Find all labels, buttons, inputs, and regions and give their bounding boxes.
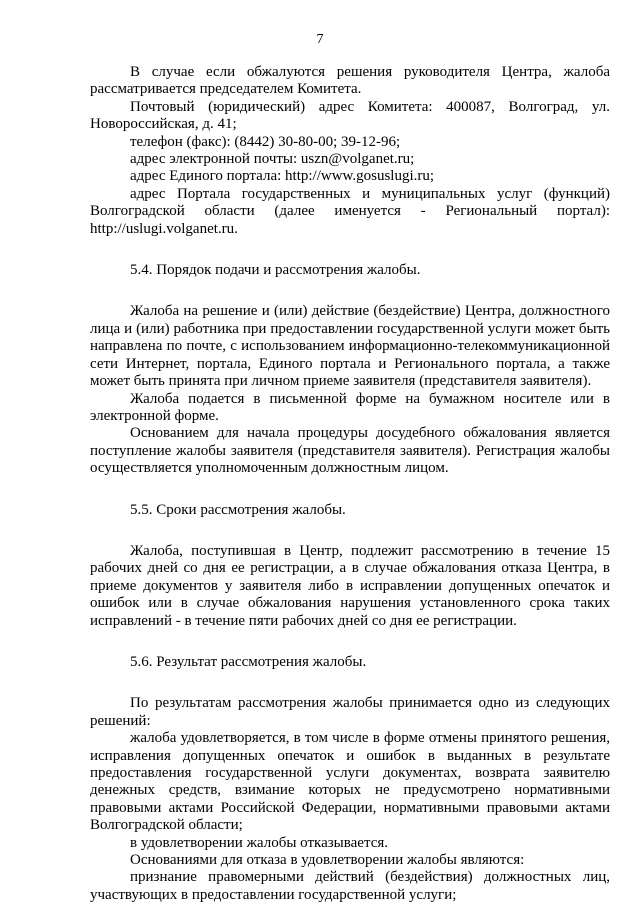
document-body [90,64,610,904]
paragraph-review-deadline: Жалоба, поступившая в Центр, подлежит рассмотрению в течение 15 рабочих дней со дня ее регистрации, а в случае обжалования отказа Центра, в приеме документов у заявителя либо в исправлении допущенных опечаток и ошибок или в случае обжалования нарушения установленного срока таких исправлений - в течение пяти рабочих дней со дня ее регистрации. [90,542,610,629]
paragraph-complaint-satisfied: жалоба удовлетворяется, в том числе в форме отмены принятого решения, исправления допущенных опечаток и ошибок в выданных в результате предоставления государственной услуги документах, возврата заявителю денежных средств, взимание которых не предусмотрено нормативными правовыми актами Российской Федерации, нормативными правовыми актами Волгоградской области; [90,730,610,834]
page-number: 7 [316,32,324,47]
paragraph-lawful-actions: признание правомерными действий (бездействия) должностных лиц, участвующих в предоставлении государственной услуги; [90,869,610,903]
section-heading-5-4: 5.4. Порядок подачи и рассмотрения жалобы. [130,262,421,279]
paragraph-phone: телефон (факс): (8442) 30-80-00; 39-12-96; [130,133,401,150]
paragraph-complaint-refused: в удовлетворении жалобы отказывается. [130,834,388,851]
paragraph-refusal-grounds: Основаниями для отказа в удовлетворении жалобы являются: [130,852,525,869]
paragraph-complaint-submission: Жалоба на решение и (или) действие (бездействие) Центра, должностного лица и (или) работника при предоставлении государственной услуги может быть направлена по почте, с использованием информационно-телекоммуникационной сети Интернет, портала, Единого портала и Регионального портала, а также может быть принята при личном приеме заявителя (представителя заявителя). [90,303,610,390]
paragraph-email: адрес электронной почты: uszn@volganet.ru; [130,151,415,168]
section-gap [90,238,610,262]
section-gap [90,519,610,543]
paragraph-unified-portal: адрес Единого портала: http://www.gosuslugi.ru; [130,168,435,185]
section-heading-5-5: 5.5. Сроки рассмотрения жалобы. [130,501,346,518]
paragraph-complaint-form: Жалоба подается в письменной форме на бумажном носителе или в электронной форме. [90,390,610,424]
paragraph-appeal-basis: Основанием для начала процедуры досудебного обжалования является поступление жалобы заявителя (представителя заявителя). Регистрация жалобы осуществляется уполномоченным должностным лицом. [90,425,610,477]
section-gap [90,671,610,695]
section-gap [90,478,610,502]
section-heading-5-6: 5.6. Результат рассмотрения жалобы. [130,653,367,670]
section-gap [90,279,610,303]
paragraph-postal-address: Почтовый (юридический) адрес Комитета: 400087, Волгоград, ул. Новороссийская, д. 41; [90,98,610,133]
paragraph-decision-intro: По результатам рассмотрения жалобы принимается одно из следующих решений: [90,695,610,729]
section-gap [90,630,610,654]
paragraph-committee-chair: В случае если обжалуются решения руководителя Центра, жалоба рассматривается председателем Комитета. [90,64,610,98]
paragraph-regional-portal: адрес Портала государственных и муниципальных услуг (функций) Волгоградской области (далее именуется - Региональный портал): http://uslugi.volganet.ru. [90,185,610,237]
